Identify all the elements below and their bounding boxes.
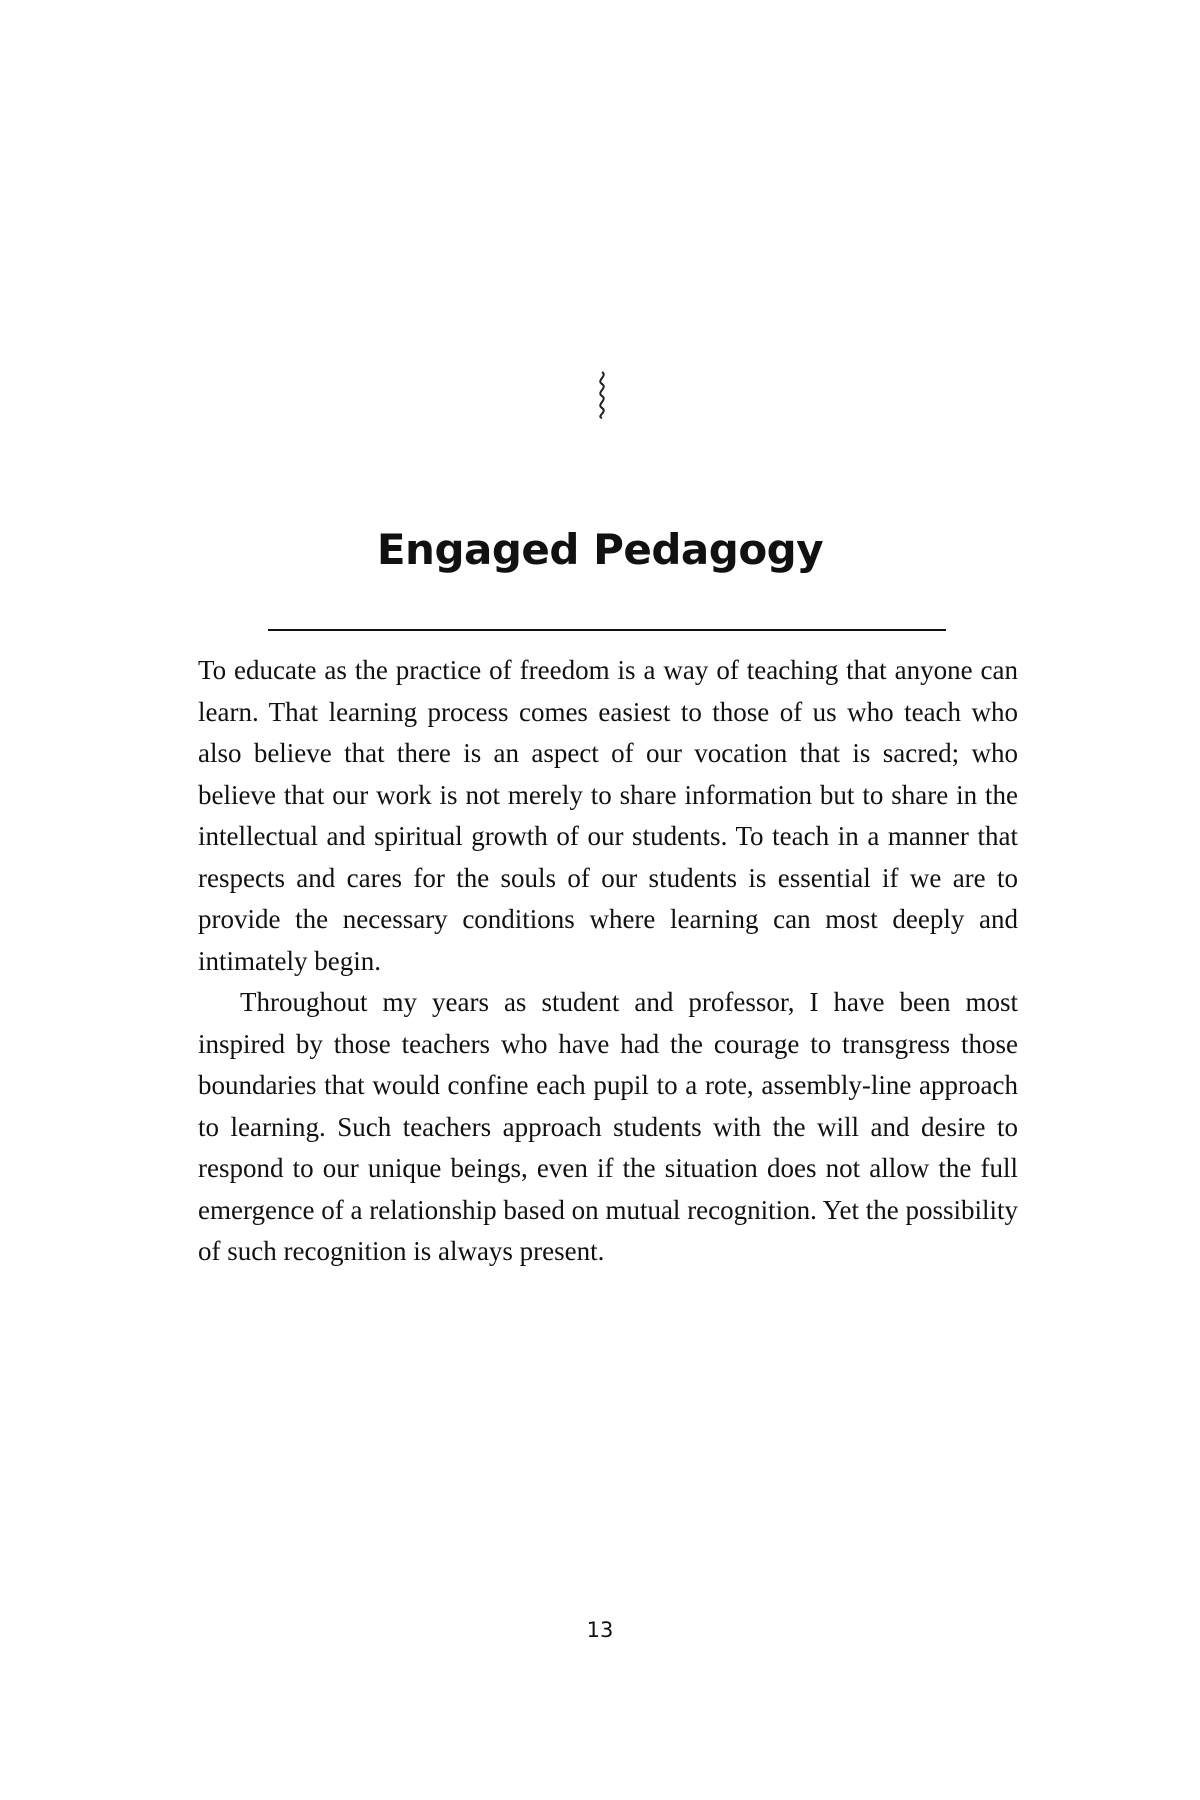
paragraph-1: To educate as the practice of freedom is a way of teaching that anyone can learn. That learning process comes easiest to those of us who teach who also believe that there is an aspect of our vocation that is sacred; who believe that our work is not merely to share information but to share in the intellectual and spiritual growth of our students. To teach in a manner that respects and cares for the souls of our students is essential if we are to provide the necessary conditions where learning can most deeply and intimately begin.: [198, 655, 1018, 976]
body-text: [198, 650, 1018, 1273]
page-number: 13: [586, 1618, 614, 1642]
vertical-flourish-icon: [592, 370, 612, 420]
chapter-title: Engaged Pedagogy: [376, 525, 824, 574]
paragraph-2: Throughout my years as student and professor, I have been most inspired by those teachers who have had the courage to transgress those boundaries that would confine each pupil to a rote, assembly-line approach to learning. Such teachers approach students with the will and desire to respond to our unique beings, even if the situation does not allow the full emergence of a relationship based on mutual recognition. Yet the possibility of such recognition is always present.: [198, 987, 1018, 1266]
title-rule: [268, 629, 946, 631]
